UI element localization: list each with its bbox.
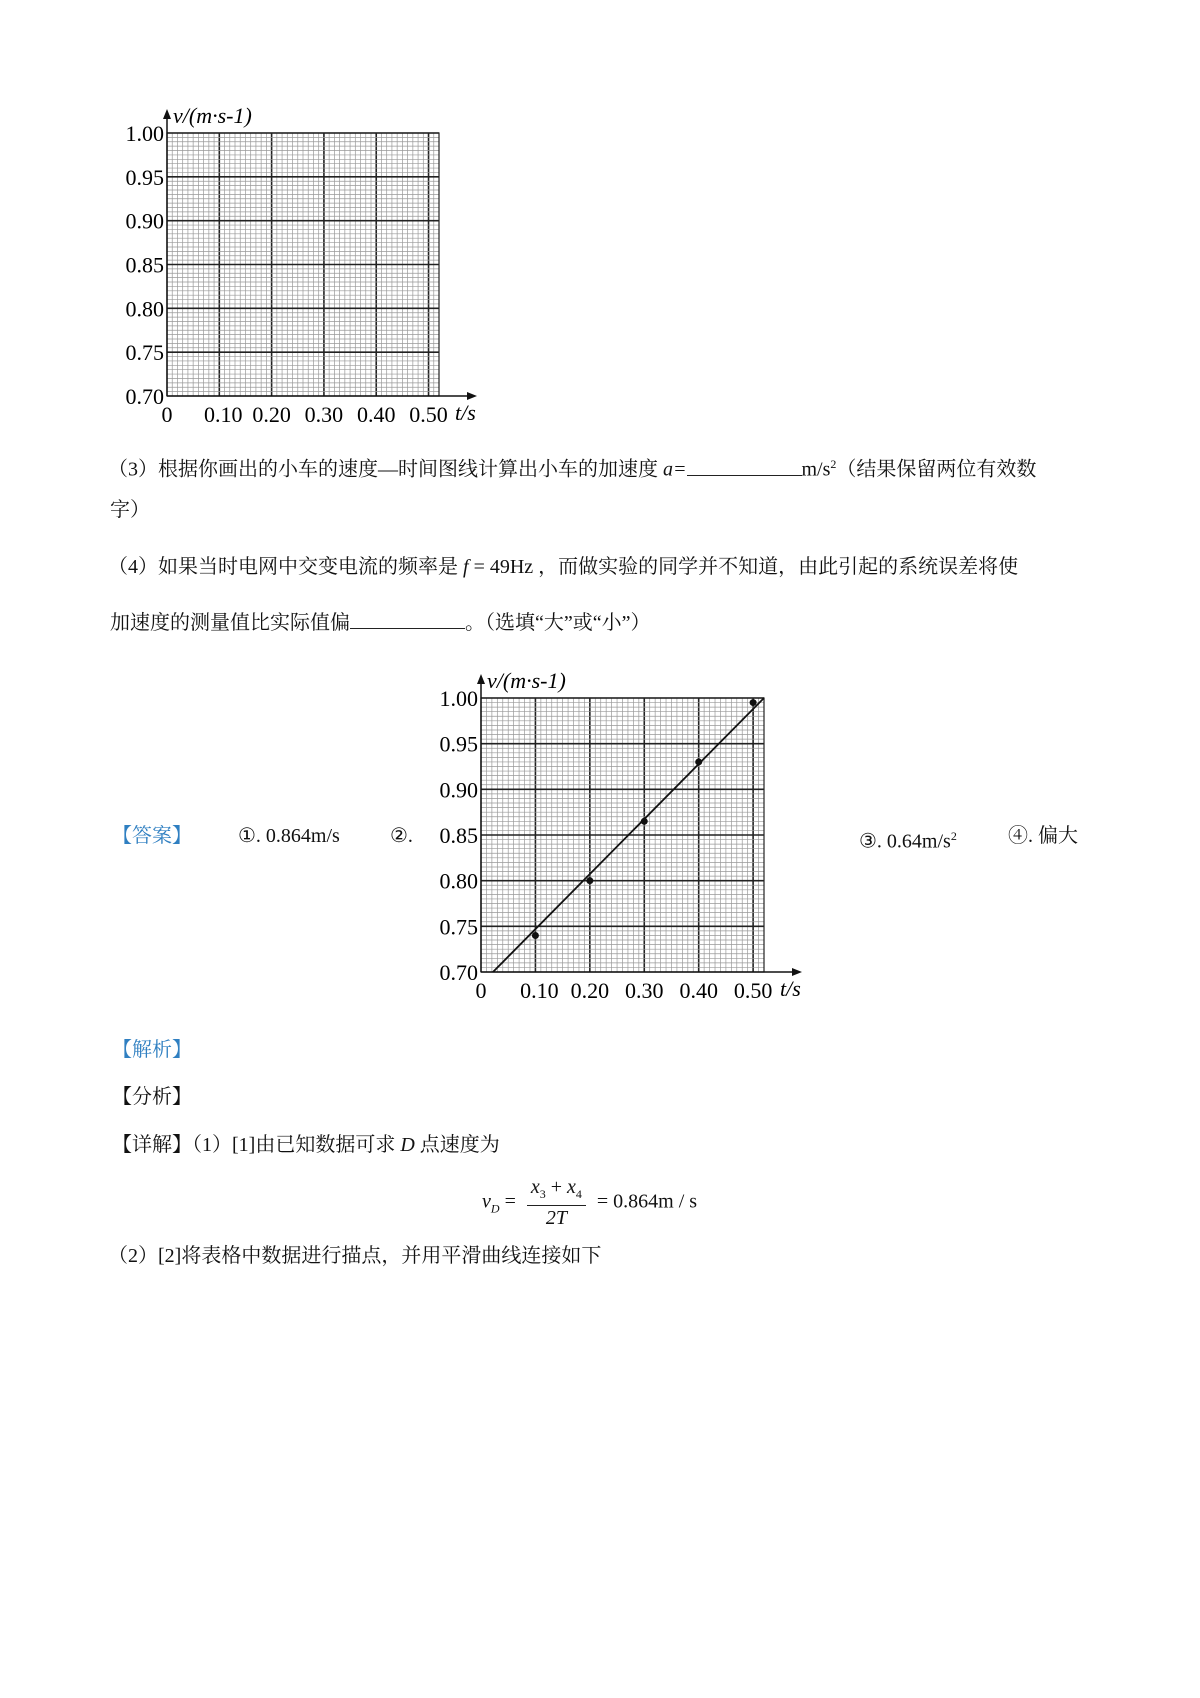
num-b: x: [567, 1176, 576, 1198]
detail-text: （1）[1]由已知数据可求: [192, 1134, 401, 1156]
x-tick-label: 0.10: [520, 978, 559, 1003]
num-a: x: [530, 1176, 540, 1198]
q3-line2: 字）: [110, 499, 150, 521]
data-point: [532, 932, 539, 939]
formula-lhs: v: [482, 1190, 491, 1213]
analysis-label: 【解析】: [112, 1039, 192, 1061]
y-tick-label: 0.75: [125, 340, 164, 366]
data-point: [641, 818, 648, 825]
detail-line: [112, 1133, 500, 1157]
x-tick-label: 0.50: [409, 402, 448, 427]
velocity-formula: $v_D$ = $\frac{x_3 + x_4}{2T}$ = 0.864m / s: [482, 1176, 698, 1229]
y-tick-label: 1.00: [439, 686, 478, 711]
y-tick-label: 0.80: [125, 296, 164, 322]
x-tick-label: 0.30: [625, 978, 664, 1003]
answer-3: [859, 824, 957, 854]
y-axis-label: v/(m·s-1): [173, 103, 252, 128]
question-4-line2: [110, 610, 651, 635]
answer-4: ④. 偏大: [1008, 825, 1078, 847]
formula-denominator: 2T: [545, 1207, 567, 1229]
step-2-text: （2）[2]将表格中数据进行描点，并用平滑曲线连接如下: [108, 1245, 602, 1267]
num-b-sub: 4: [575, 1187, 582, 1201]
q4-text: （4）如果当时电网中交变电流的频率是: [108, 556, 463, 578]
q3-unit-exp: 2: [830, 457, 837, 471]
q3-note: （结果保留两位有效数: [836, 458, 1037, 481]
x-tick-label: 0.20: [570, 978, 610, 1003]
formula-numerator: [527, 1176, 586, 1206]
y-tick-label: 0.95: [439, 731, 478, 757]
fenxi-label: 【分析】: [112, 1086, 192, 1108]
x-tick-label: 0.10: [204, 402, 243, 427]
y-tick-label: 0.90: [439, 777, 478, 803]
question-3: [108, 452, 1036, 482]
q4-text-after: ，而做实验的同学并不知道，由此引起的系统误差将使: [538, 556, 1019, 578]
x-axis-label: t/s: [780, 976, 801, 1001]
data-point: [586, 877, 593, 884]
x-tick-label: 0.40: [679, 978, 718, 1003]
y-tick-label: 0.85: [125, 252, 164, 278]
formula-fraction: [527, 1176, 586, 1230]
answer-3-exp: 2: [950, 829, 957, 843]
answer-label: 【答案】: [112, 825, 192, 847]
detail-var: D: [400, 1134, 415, 1156]
x-axis-label: t/s: [455, 400, 476, 425]
q4-answer-blank: [350, 610, 465, 629]
y-tick-label: 0.70: [439, 960, 478, 985]
formula-lhs-sub: D: [490, 1201, 500, 1216]
q3-answer-blank: [687, 457, 802, 476]
num-a-sub: 3: [539, 1187, 546, 1201]
q4-line2-text: 加速度的测量值比实际值偏: [110, 612, 350, 634]
detail-text2: 点速度为: [414, 1134, 500, 1156]
y-axis-arrow-icon: [477, 674, 485, 684]
num-plus: +: [545, 1176, 568, 1198]
formula-rhs: = 0.864m / s: [591, 1190, 698, 1213]
y-tick-label: 0.85: [439, 823, 478, 848]
data-point: [750, 699, 757, 706]
x-tick-label: 0.50: [733, 978, 773, 1003]
answer-2: ②.: [390, 825, 413, 847]
x-tick-label: 0: [475, 978, 487, 1003]
q4-var: f: [463, 556, 469, 578]
y-tick-label: 0.90: [125, 208, 164, 234]
q4-eq: = 49Hz: [468, 556, 539, 578]
q4-line2-after: 。（选填“大”或“小”）: [465, 612, 651, 634]
y-axis-label: v/(m·s-1): [487, 668, 566, 693]
y-tick-label: 0.95: [125, 164, 164, 190]
x-tick-label: 0.30: [304, 402, 344, 427]
x-tick-label: 0.40: [356, 402, 396, 427]
q3-unit: m/s: [801, 458, 831, 481]
y-tick-label: 0.75: [439, 914, 478, 940]
detail-label: 【详解】: [112, 1134, 192, 1156]
question-4: [108, 555, 1018, 579]
q3-var: a=: [663, 458, 687, 481]
x-tick-label: 0.20: [252, 402, 291, 427]
y-tick-label: 0.80: [439, 868, 478, 894]
y-tick-label: 1.00: [125, 121, 164, 146]
y-tick-label: 0.70: [125, 384, 164, 409]
x-tick-label: 0: [161, 402, 173, 427]
answer-1: ①. 0.864m/s: [238, 825, 340, 847]
data-point: [695, 758, 702, 765]
answer-3-text: ③. 0.64m/s: [859, 830, 951, 853]
q3-text: （3）根据你画出的小车的速度—时间图线计算出小车的加速度: [108, 458, 663, 481]
x-axis-arrow-icon: [792, 968, 802, 976]
